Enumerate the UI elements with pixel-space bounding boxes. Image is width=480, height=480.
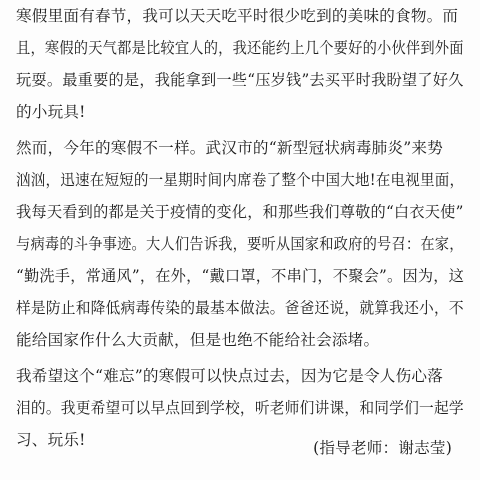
paragraph-1-line-1: 寒假里面有春节，我可以天天吃平时很少吃到的美味的食物。而 bbox=[16, 7, 459, 25]
paragraph-1-line-4: 的小玩具! bbox=[16, 103, 86, 121]
paragraph-2-line-5: “勤洗手，常通风”，在外，“戴口罩，不串门，不聚会”。因为，这 bbox=[16, 267, 465, 285]
paragraph-3-line-3: 习、玩乐! bbox=[16, 431, 86, 449]
teacher-signature: (指导老师：谢志莹) bbox=[313, 439, 452, 457]
paragraph-2-line-4: 与病毒的斗争事迹。大人们告诉我，要听从国家和政府的号召：在家， bbox=[16, 235, 464, 253]
paragraph-3-line-1: 我希望这个“难忘”的寒假可以快点过去，因为它是令人伤心落 bbox=[16, 367, 443, 385]
paragraph-2-line-6: 样是防止和降低病毒传染的最基本做法。爸爸还说，就算我还小，不 bbox=[16, 299, 464, 317]
paragraph-2-line-1: 然而，今年的寒假不一样。武汉市的“新型冠状病毒肺炎”来势 bbox=[16, 139, 443, 157]
paragraph-1-line-2: 且，寒假的天气都是比较宜人的，我还能约上几个要好的小伙伴到外面 bbox=[16, 39, 464, 57]
paragraph-2-line-3: 我每天看到的都是关于疫情的变化，和那些我们尊敬的“白衣天使” bbox=[16, 203, 464, 221]
paragraph-2-line-2: 汹汹，迅速在短短的一星期时间内席卷了整个中国大地!在电视里面， bbox=[16, 171, 465, 189]
paragraph-3-line-2: 泪的。我更希望可以早点回到学校，听老师们讲课，和同学们一起学 bbox=[16, 399, 464, 417]
paragraph-1-line-3: 玩耍。最重要的是，我能拿到一些“压岁钱”去买平时我盼望了好久 bbox=[16, 71, 464, 89]
paragraph-2-line-7: 能给国家作什么大贡献，但是也绝不能给社会添堵。 bbox=[16, 331, 380, 349]
